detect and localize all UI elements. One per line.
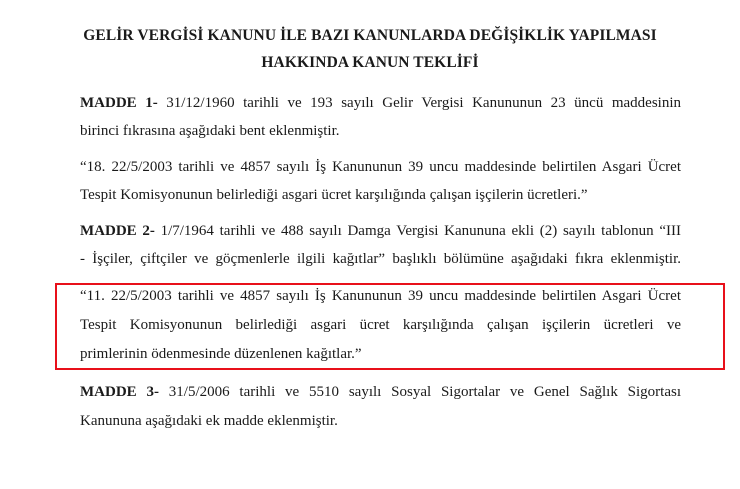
quote-11-line-2: Tespit Komisyonunun belirlediği asgari ücret karşılığında çalışan işçilerin ücretleri ve — [80, 317, 681, 333]
madde-1-text-1: 31/12/1960 tarihli ve 193 sayılı Gelir Vergisi Kanununun 23 üncü maddesinin — [166, 95, 682, 111]
madde-3-line-1 — [80, 382, 681, 402]
madde-2-line-2: - İşçiler, çiftçiler ve göçmenlerle ilgili kağıtlar” başlıklı bölümüne aşağıdaki fıkra eklenmiştir. — [80, 251, 681, 267]
quote-18-line-2: Tespit Komisyonunun belirlediği asgari ücret karşılığında çalışan işçilerin ücretleri.” — [80, 187, 588, 203]
madde-3-line-2: Kanununa aşağıdaki ek madde eklenmiştir. — [80, 413, 338, 429]
madde-1-line-2: birinci fıkrasına aşağıdaki bent eklenmiştir. — [80, 123, 340, 139]
quote-18-line-1: “18. 22/5/2003 tarihli ve 4857 sayılı İş Kanununun 39 uncu maddesinde belirtilen Asgari Ücret — [80, 159, 681, 175]
madde-3-text-1: 31/5/2006 tarihli ve 5510 sayılı Sosyal Sigortalar ve Genel Sağlık Sigortası — [168, 384, 681, 400]
madde-2-line-1 — [80, 221, 681, 241]
madde-1-line-1 — [80, 93, 681, 113]
madde-1-label: MADDE 1- — [80, 95, 158, 111]
quote-11-line-1: “11. 22/5/2003 tarihli ve 4857 sayılı İş Kanununun 39 uncu maddesinde belirtilen Asgari Ücret — [80, 288, 681, 304]
document-title-line-1: GELİR VERGİSİ KANUNU İLE BAZI KANUNLARDA DEĞİŞİKLİK YAPILMASI — [83, 27, 657, 44]
madde-3-label: MADDE 3- — [80, 384, 159, 400]
quote-11-line-3: primlerinin ödenmesinde düzenlenen kağıtlar.” — [80, 346, 362, 362]
madde-2-label: MADDE 2- — [80, 223, 155, 239]
document-title-line-2: HAKKINDA KANUN TEKLİFİ — [261, 54, 479, 71]
madde-2-text-1: 1/7/1964 tarihli ve 488 sayılı Damga Vergisi Kanununa ekli (2) sayılı tablonun “III — [160, 223, 681, 239]
